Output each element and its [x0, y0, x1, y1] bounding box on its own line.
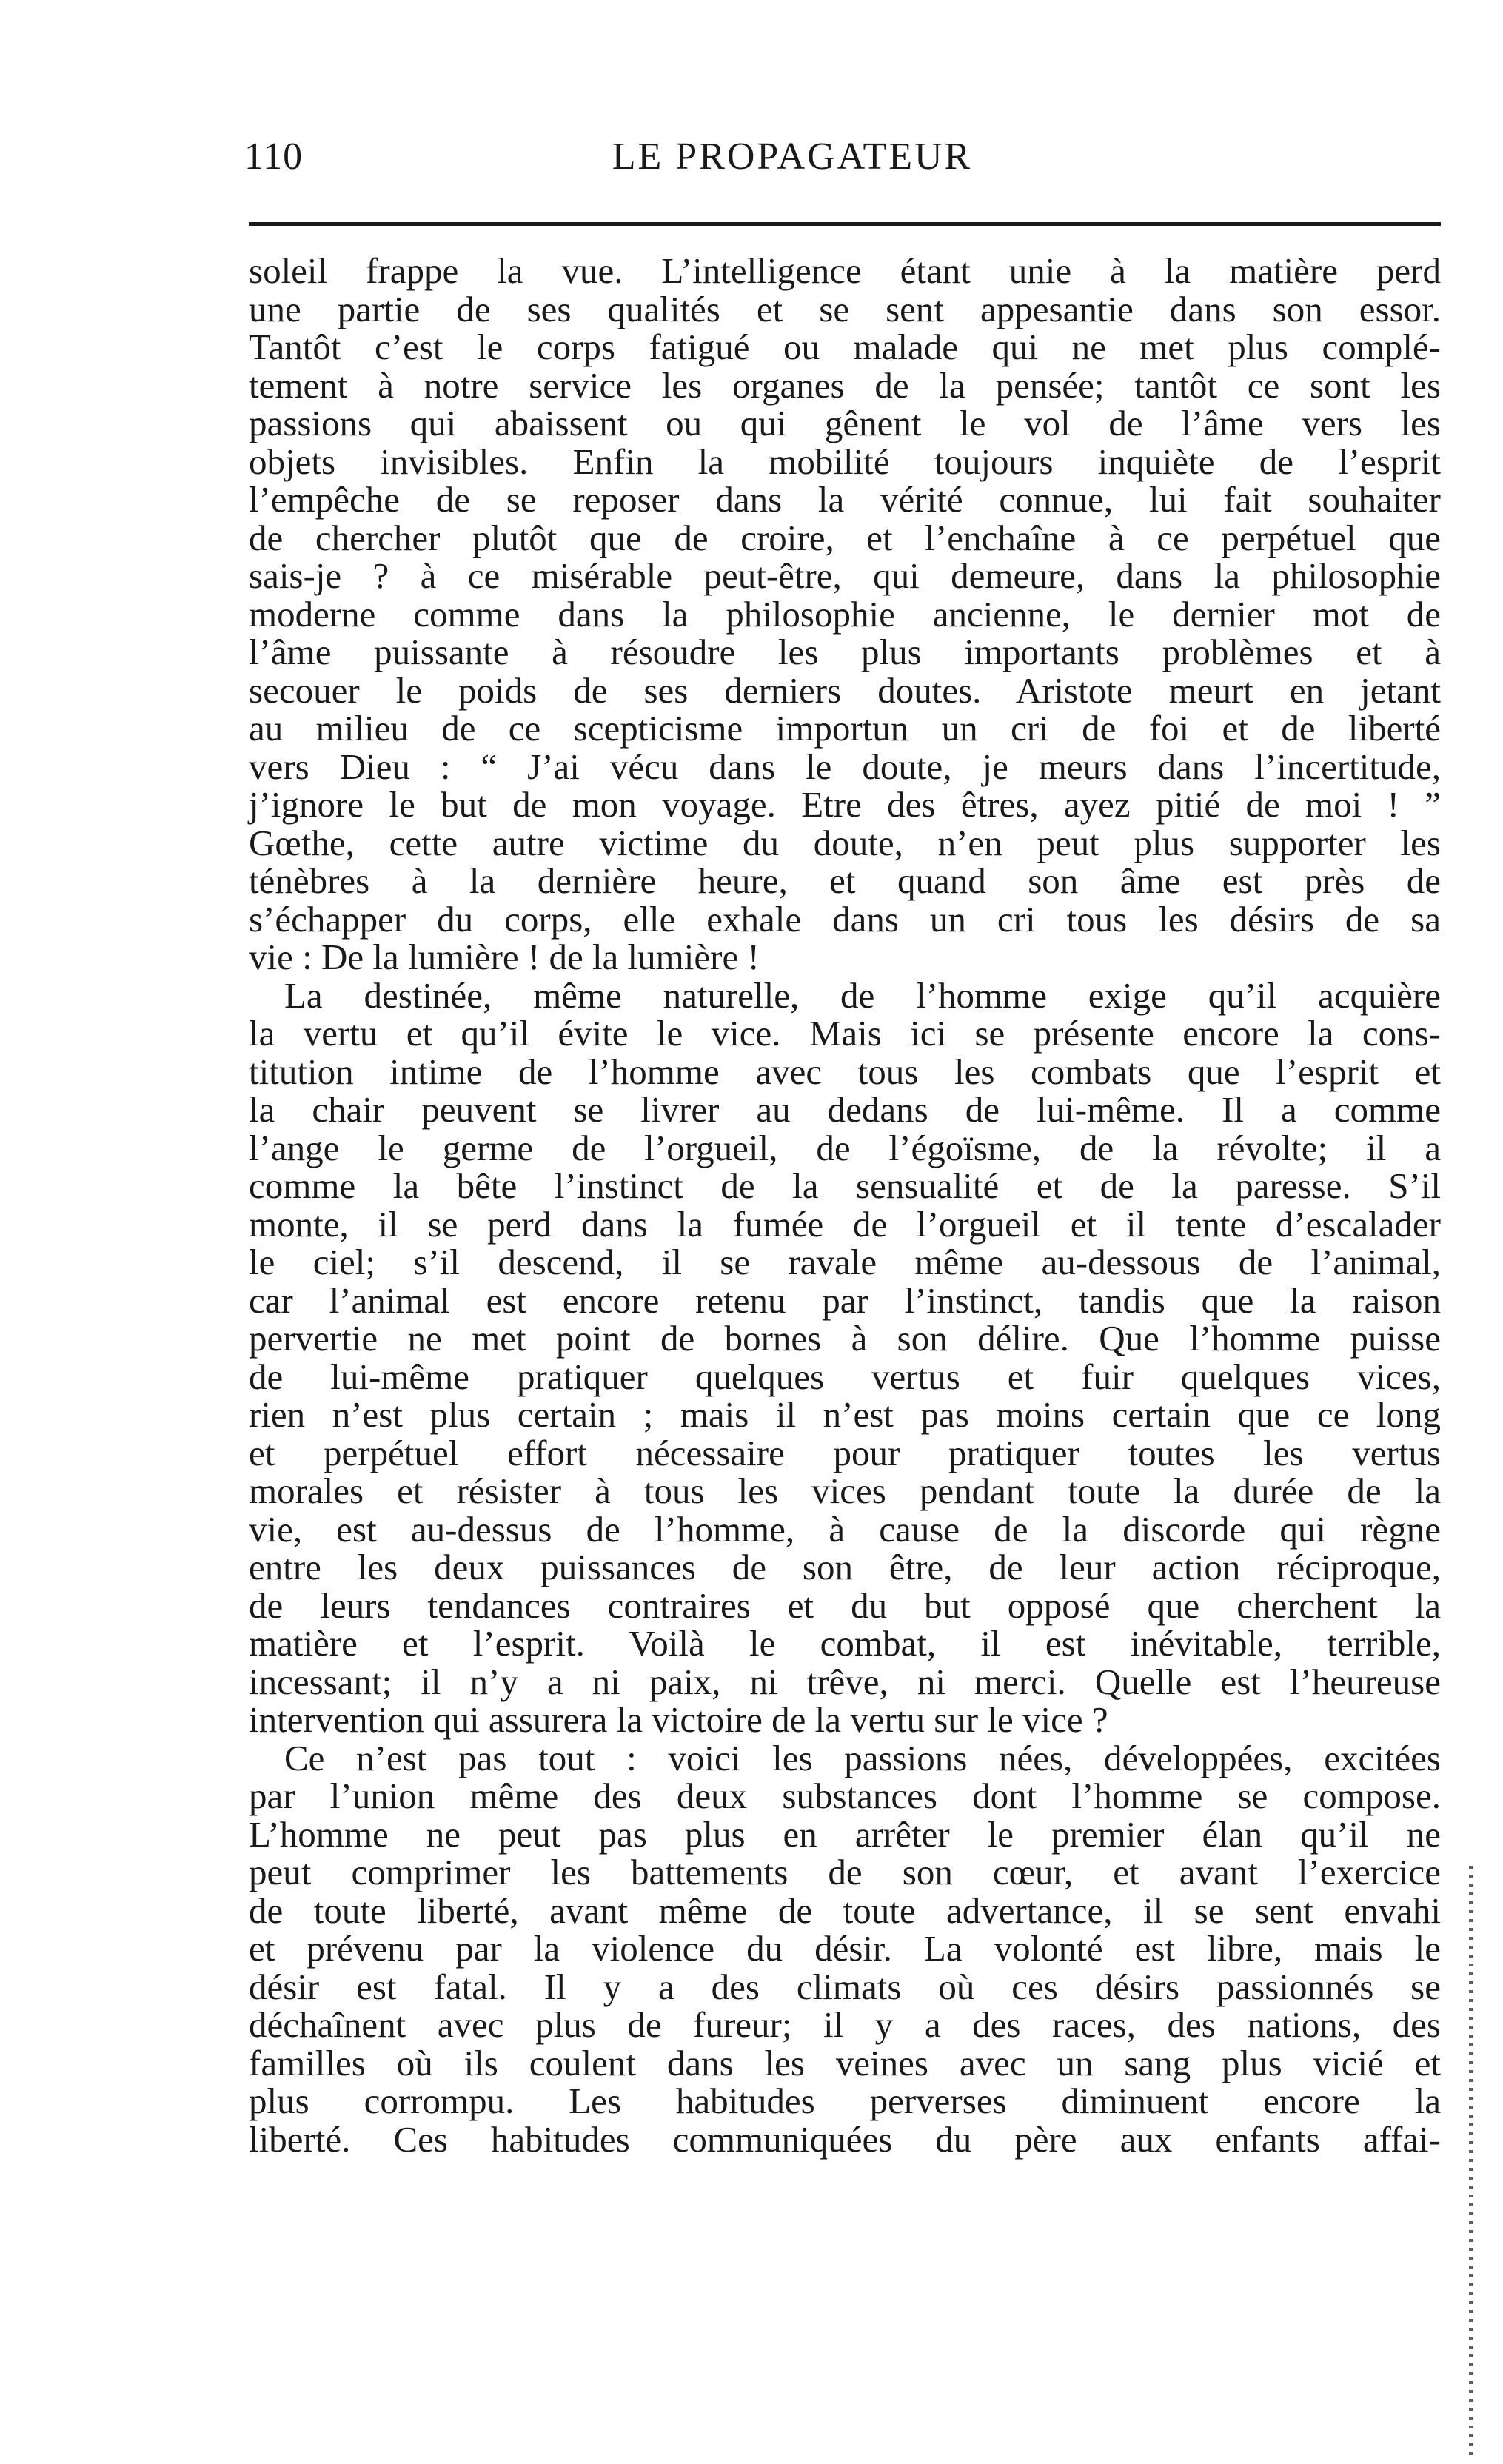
text-line: désir est fatal. Il y a des climats où ces désirs passionnés se: [249, 1966, 1441, 2007]
margin-specks: [1469, 1866, 1473, 2458]
text-line: de chercher plutôt que de croire, et l’enchaîne à ce perpétuel que: [249, 517, 1441, 558]
text-line: incessant; il n’y a ni paix, ni trêve, ni merci. Quelle est l’heureuse: [249, 1661, 1441, 1702]
page-number: 110: [244, 135, 304, 178]
header-rule: [249, 222, 1441, 226]
text-line: par l’union même des deux substances dont l’homme se compose.: [249, 1775, 1441, 1816]
text-line: intervention qui assurera la victoire de la vertu sur le vice ?: [249, 1699, 1108, 1740]
text-line: monte, il se perd dans la fumée de l’orgueil et il tente d’escalader: [249, 1203, 1441, 1245]
text-line: rien n’est plus certain ; mais il n’est pas moins certain que ce long: [249, 1394, 1441, 1435]
text-line: objets invisibles. Enfin la mobilité toujours inquiète de l’esprit: [249, 441, 1441, 482]
text-line: La destinée, même naturelle, de l’homme exige qu’il acquière: [284, 974, 1441, 1016]
text-line: une partie de ses qualités et se sent appesantie dans son essor.: [249, 288, 1441, 329]
text-line: peut comprimer les battements de son cœur, et avant l’exercice: [249, 1852, 1441, 1892]
text-line: tement à notre service les organes de la pensée; tantôt ce sont les: [249, 364, 1441, 406]
text-line: ténèbres à la dernière heure, et quand son âme est près de: [249, 860, 1441, 901]
text-line: de toute liberté, avant même de toute advertance, il se sent envahi: [249, 1889, 1441, 1931]
text-line: Ce n’est pas tout : voici les passions nées, développées, excitées: [284, 1737, 1441, 1778]
text-line: pervertie ne met point de bornes à son délire. Que l’homme puisse: [249, 1318, 1441, 1359]
text-line: L’homme ne peut pas plus en arrêter le premier élan qu’il ne: [249, 1813, 1441, 1855]
text-line: l’âme puissante à résoudre les plus importants problèmes et à: [249, 632, 1441, 672]
text-line: vers Dieu : “ J’ai vécu dans le doute, je meurs dans l’incertitude,: [249, 746, 1441, 787]
text-line: déchaînent avec plus de fureur; il y a des races, des nations, des: [249, 2004, 1441, 2045]
text-line: et prévenu par la violence du désir. La volonté est libre, mais le: [249, 1928, 1441, 1969]
text-line: sais-je ? à ce misérable peut-être, qui demeure, dans la philosophie: [249, 555, 1441, 596]
text-line: vie, est au-dessus de l’homme, à cause de la discorde qui règne: [249, 1508, 1441, 1550]
text-line: l’ange le germe de l’orgueil, de l’égoïsme, de la révolte; il a: [249, 1127, 1441, 1168]
text-line: Tantôt c’est le corps fatigué ou malade qui ne met plus complé-: [249, 327, 1441, 367]
text-line: comme la bête l’instinct de la sensualité et de la paresse. S’il: [249, 1165, 1441, 1206]
text-line: soleil frappe la vue. L’intelligence étant unie à la matière perd: [249, 250, 1441, 291]
text-line: de leurs tendances contraires et du but opposé que cherchent la: [249, 1584, 1441, 1626]
text-line: passions qui abaissent ou qui gênent le vol de l’âme vers les: [249, 403, 1441, 443]
text-line: plus corrompu. Les habitudes perverses diminuent encore la: [249, 2080, 1441, 2121]
text-line: la vertu et qu’il évite le vice. Mais ici se présente encore la cons-: [249, 1013, 1441, 1054]
text-line: au milieu de ce scepticisme importun un cri de foi et de liberté: [249, 708, 1441, 749]
text-line: morales et résister à tous les vices pendant toute la durée de la: [249, 1470, 1441, 1511]
text-line: et perpétuel effort nécessaire pour pratiquer toutes les vertus: [249, 1432, 1441, 1473]
text-line: secouer le poids de ses derniers doutes. Aristote meurt en jetant: [249, 669, 1441, 711]
text-line: vie : De la lumière ! de la lumière !: [249, 937, 760, 977]
text-line: moderne comme dans la philosophie ancienne, le dernier mot de: [249, 593, 1441, 635]
text-line: Gœthe, cette autre victime du doute, n’en peut plus supporter les: [249, 822, 1441, 863]
text-line: entre les deux puissances de son être, de leur action réciproque,: [249, 1547, 1441, 1587]
text-line: titution intime de l’homme avec tous les combats que l’esprit et: [249, 1051, 1441, 1092]
body-text: [249, 252, 1441, 2158]
text-line: le ciel; s’il descend, il se ravale même au-dessous de l’animal,: [249, 1242, 1441, 1282]
text-line: matière et l’esprit. Voilà le combat, il est inévitable, terrible,: [249, 1623, 1441, 1664]
running-title: LE PROPAGATEUR: [612, 135, 973, 178]
text-line: la chair peuvent se livrer au dedans de lui-même. Il a comme: [249, 1089, 1441, 1130]
text-line: familles où ils coulent dans les veines avec un sang plus vicié et: [249, 2042, 1441, 2083]
text-line: j’ignore le but de mon voyage. Etre des êtres, ayez pitié de moi ! ”: [249, 784, 1441, 825]
text-line: liberté. Ces habitudes communiquées du père aux enfants affai-: [249, 2118, 1441, 2160]
text-line: l’empêche de se reposer dans la vérité connue, lui fait souhaiter: [249, 479, 1441, 520]
text-line: de lui-même pratiquer quelques vertus et fuir quelques vices,: [249, 1356, 1441, 1397]
text-line: car l’animal est encore retenu par l’instinct, tandis que la raison: [249, 1279, 1441, 1321]
text-line: s’échapper du corps, elle exhale dans un cri tous les désirs de sa: [249, 898, 1441, 940]
